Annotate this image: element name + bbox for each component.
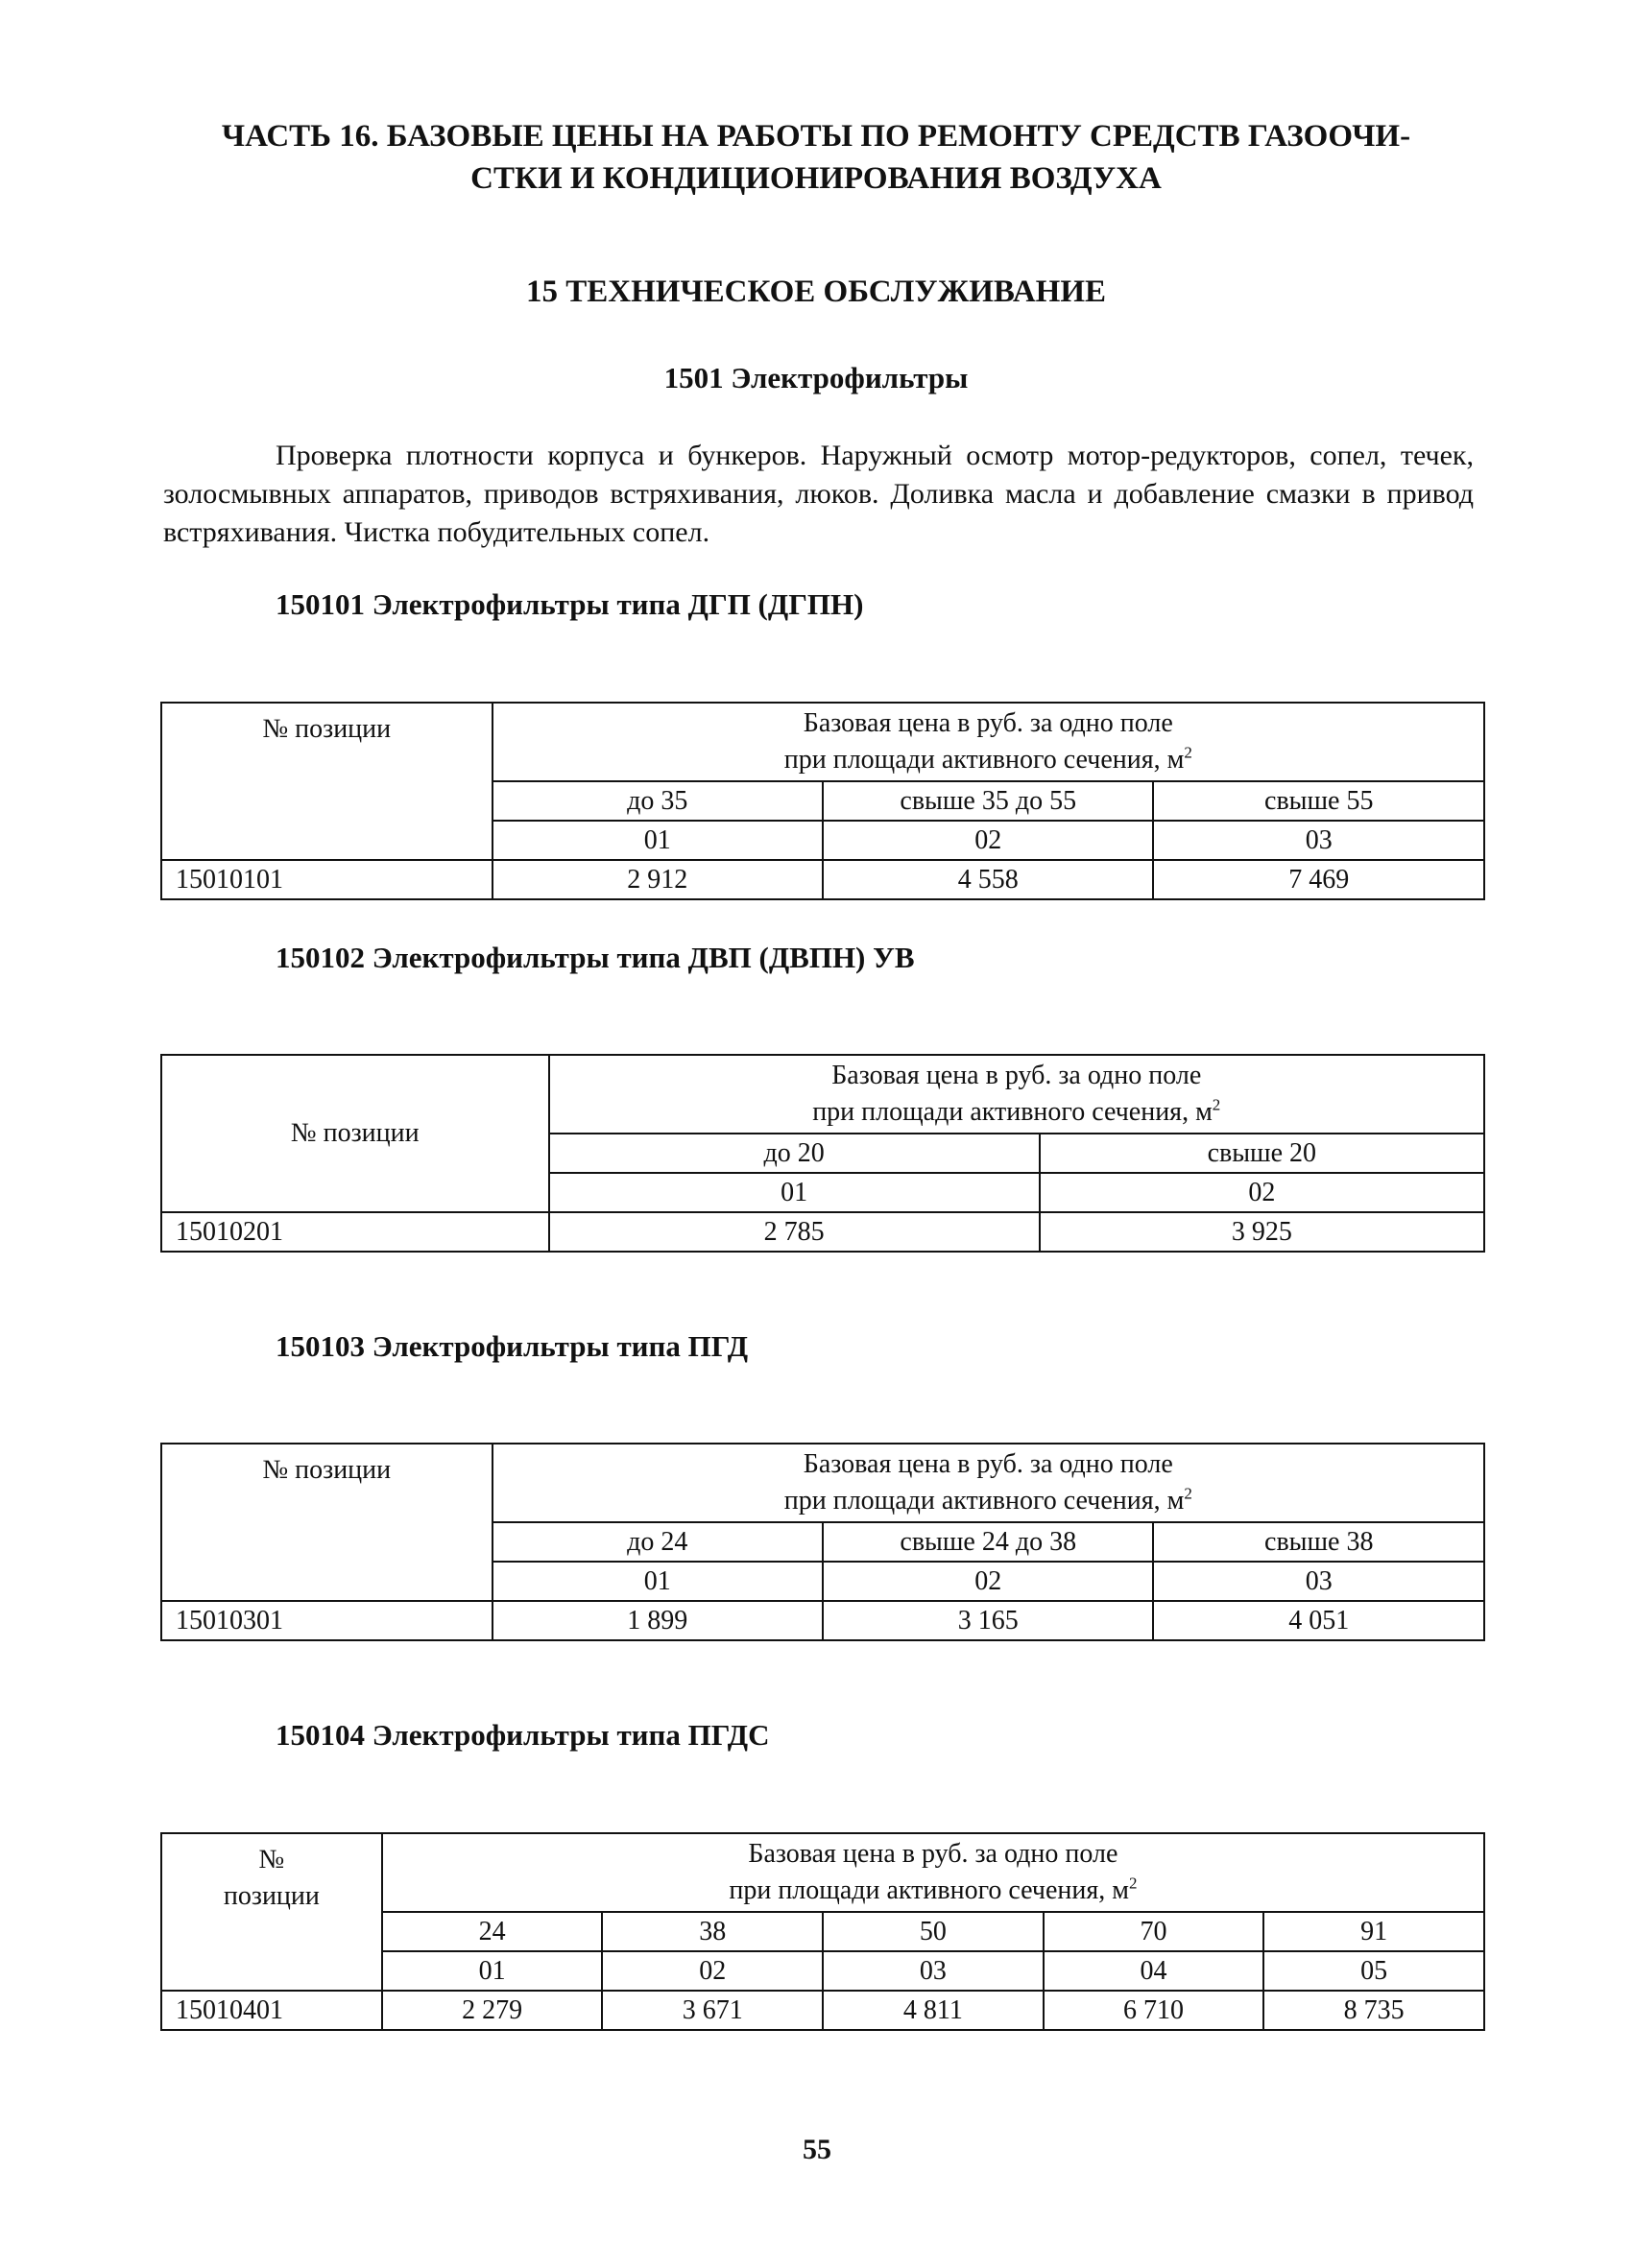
range-cell: до 35 — [493, 781, 823, 821]
subsection-title: 1501 Электрофильтры — [663, 361, 969, 394]
range-cell: 24 — [382, 1912, 603, 1951]
part-title-line-2: СТКИ И КОНДИЦИОНИРОВАНИЯ ВОЗДУХА — [470, 161, 1162, 196]
position-cell: 15010101 — [161, 860, 493, 899]
price-table-150104 — [160, 1832, 1485, 2031]
price-cell: 4 051 — [1153, 1601, 1484, 1640]
table-row — [161, 1601, 1484, 1640]
section-title: 15 ТЕХНИЧЕСКОЕ ОБСЛУЖИВАНИЕ — [525, 275, 1107, 309]
price-cell: 4 811 — [823, 1991, 1044, 2030]
part-title-line-1: ЧАСТЬ 16. БАЗОВЫЕ ЦЕНЫ НА РАБОТЫ ПО РЕМОНТУ СРЕДСТВ ГАЗООЧИ- — [221, 119, 1411, 154]
price-cell: 1 899 — [493, 1601, 823, 1640]
position-header: № позиции — [161, 1055, 549, 1212]
price-cell: 2 785 — [549, 1212, 1040, 1252]
table-row — [161, 860, 1484, 899]
price-header: Базовая цена в руб. за одно поле при площади активного сечения, $м^2$ — [382, 1833, 1484, 1912]
price-cell: 3 671 — [602, 1991, 823, 2030]
position-header: № позиции — [161, 1833, 382, 1991]
code-cell: 05 — [1263, 1951, 1484, 1991]
code-cell: 02 — [602, 1951, 823, 1991]
description-paragraph: Проверка плотности корпуса и бункеров. Наружный осмотр мотор-редукторов, сопел, течек, золосмывных аппаратов, приводов встряхивания, люков. Доливка масла и добавление смазки в привод встряхивания. Чистка побудительных сопел. — [163, 440, 1474, 548]
range-cell: свыше 35 до 55 — [823, 781, 1153, 821]
price-table-150102 — [160, 1054, 1485, 1253]
code-cell: 03 — [823, 1951, 1044, 1991]
table-title-150101: 150101 Электрофильтры типа ДГП (ДГПН) — [276, 587, 864, 621]
position-cell: 15010301 — [161, 1601, 493, 1640]
range-cell: до 24 — [493, 1522, 823, 1562]
code-cell: 01 — [549, 1173, 1040, 1212]
price-cell: 2 912 — [493, 860, 823, 899]
price-cell: 3 165 — [823, 1601, 1153, 1640]
range-cell: до 20 — [549, 1134, 1040, 1173]
page-number: 55 — [803, 2134, 831, 2165]
price-table-150101 — [160, 702, 1485, 900]
table-row — [161, 1991, 1484, 2030]
price-header: Базовая цена в руб. за одно поле при площади активного сечения, $м^2$ — [493, 703, 1484, 781]
code-cell: 03 — [1153, 1562, 1484, 1601]
price-cell: 7 469 — [1153, 860, 1484, 899]
range-cell: свыше 20 — [1040, 1134, 1484, 1173]
price-cell: 3 925 — [1040, 1212, 1484, 1252]
code-cell: 01 — [493, 821, 823, 860]
price-header: Базовая цена в руб. за одно поле при площади активного сечения, $м^2$ — [493, 1444, 1484, 1522]
price-cell: 2 279 — [382, 1991, 603, 2030]
table-title-150102: 150102 Электрофильтры типа ДВП (ДВПН) УВ — [276, 941, 915, 974]
table-row — [161, 1212, 1484, 1252]
code-cell: 02 — [823, 1562, 1153, 1601]
table-title-150104: 150104 Электрофильтры типа ПГДС — [276, 1718, 770, 1752]
position-cell: 15010401 — [161, 1991, 382, 2030]
position-header: № позиции — [161, 1444, 493, 1601]
range-cell: 91 — [1263, 1912, 1484, 1951]
price-header: Базовая цена в руб. за одно поле при площади активного сечения, $м^2$ — [549, 1055, 1485, 1134]
code-cell: 02 — [823, 821, 1153, 860]
price-cell: 4 558 — [823, 860, 1153, 899]
range-cell: свыше 24 до 38 — [823, 1522, 1153, 1562]
range-cell: 70 — [1044, 1912, 1264, 1951]
range-cell: свыше 38 — [1153, 1522, 1484, 1562]
position-header: № позиции — [161, 703, 493, 860]
range-cell: свыше 55 — [1153, 781, 1484, 821]
price-table-150103 — [160, 1443, 1485, 1641]
price-cell: 8 735 — [1263, 1991, 1484, 2030]
range-cell: 38 — [602, 1912, 823, 1951]
range-cell: 50 — [823, 1912, 1044, 1951]
table-title-150103: 150103 Электрофильтры типа ПГД — [276, 1329, 749, 1363]
position-cell: 15010201 — [161, 1212, 549, 1252]
code-cell: 01 — [493, 1562, 823, 1601]
price-cell: 6 710 — [1044, 1991, 1264, 2030]
code-cell: 04 — [1044, 1951, 1264, 1991]
code-cell: 02 — [1040, 1173, 1484, 1212]
part-title — [154, 115, 1478, 200]
code-cell: 03 — [1153, 821, 1484, 860]
code-cell: 01 — [382, 1951, 603, 1991]
